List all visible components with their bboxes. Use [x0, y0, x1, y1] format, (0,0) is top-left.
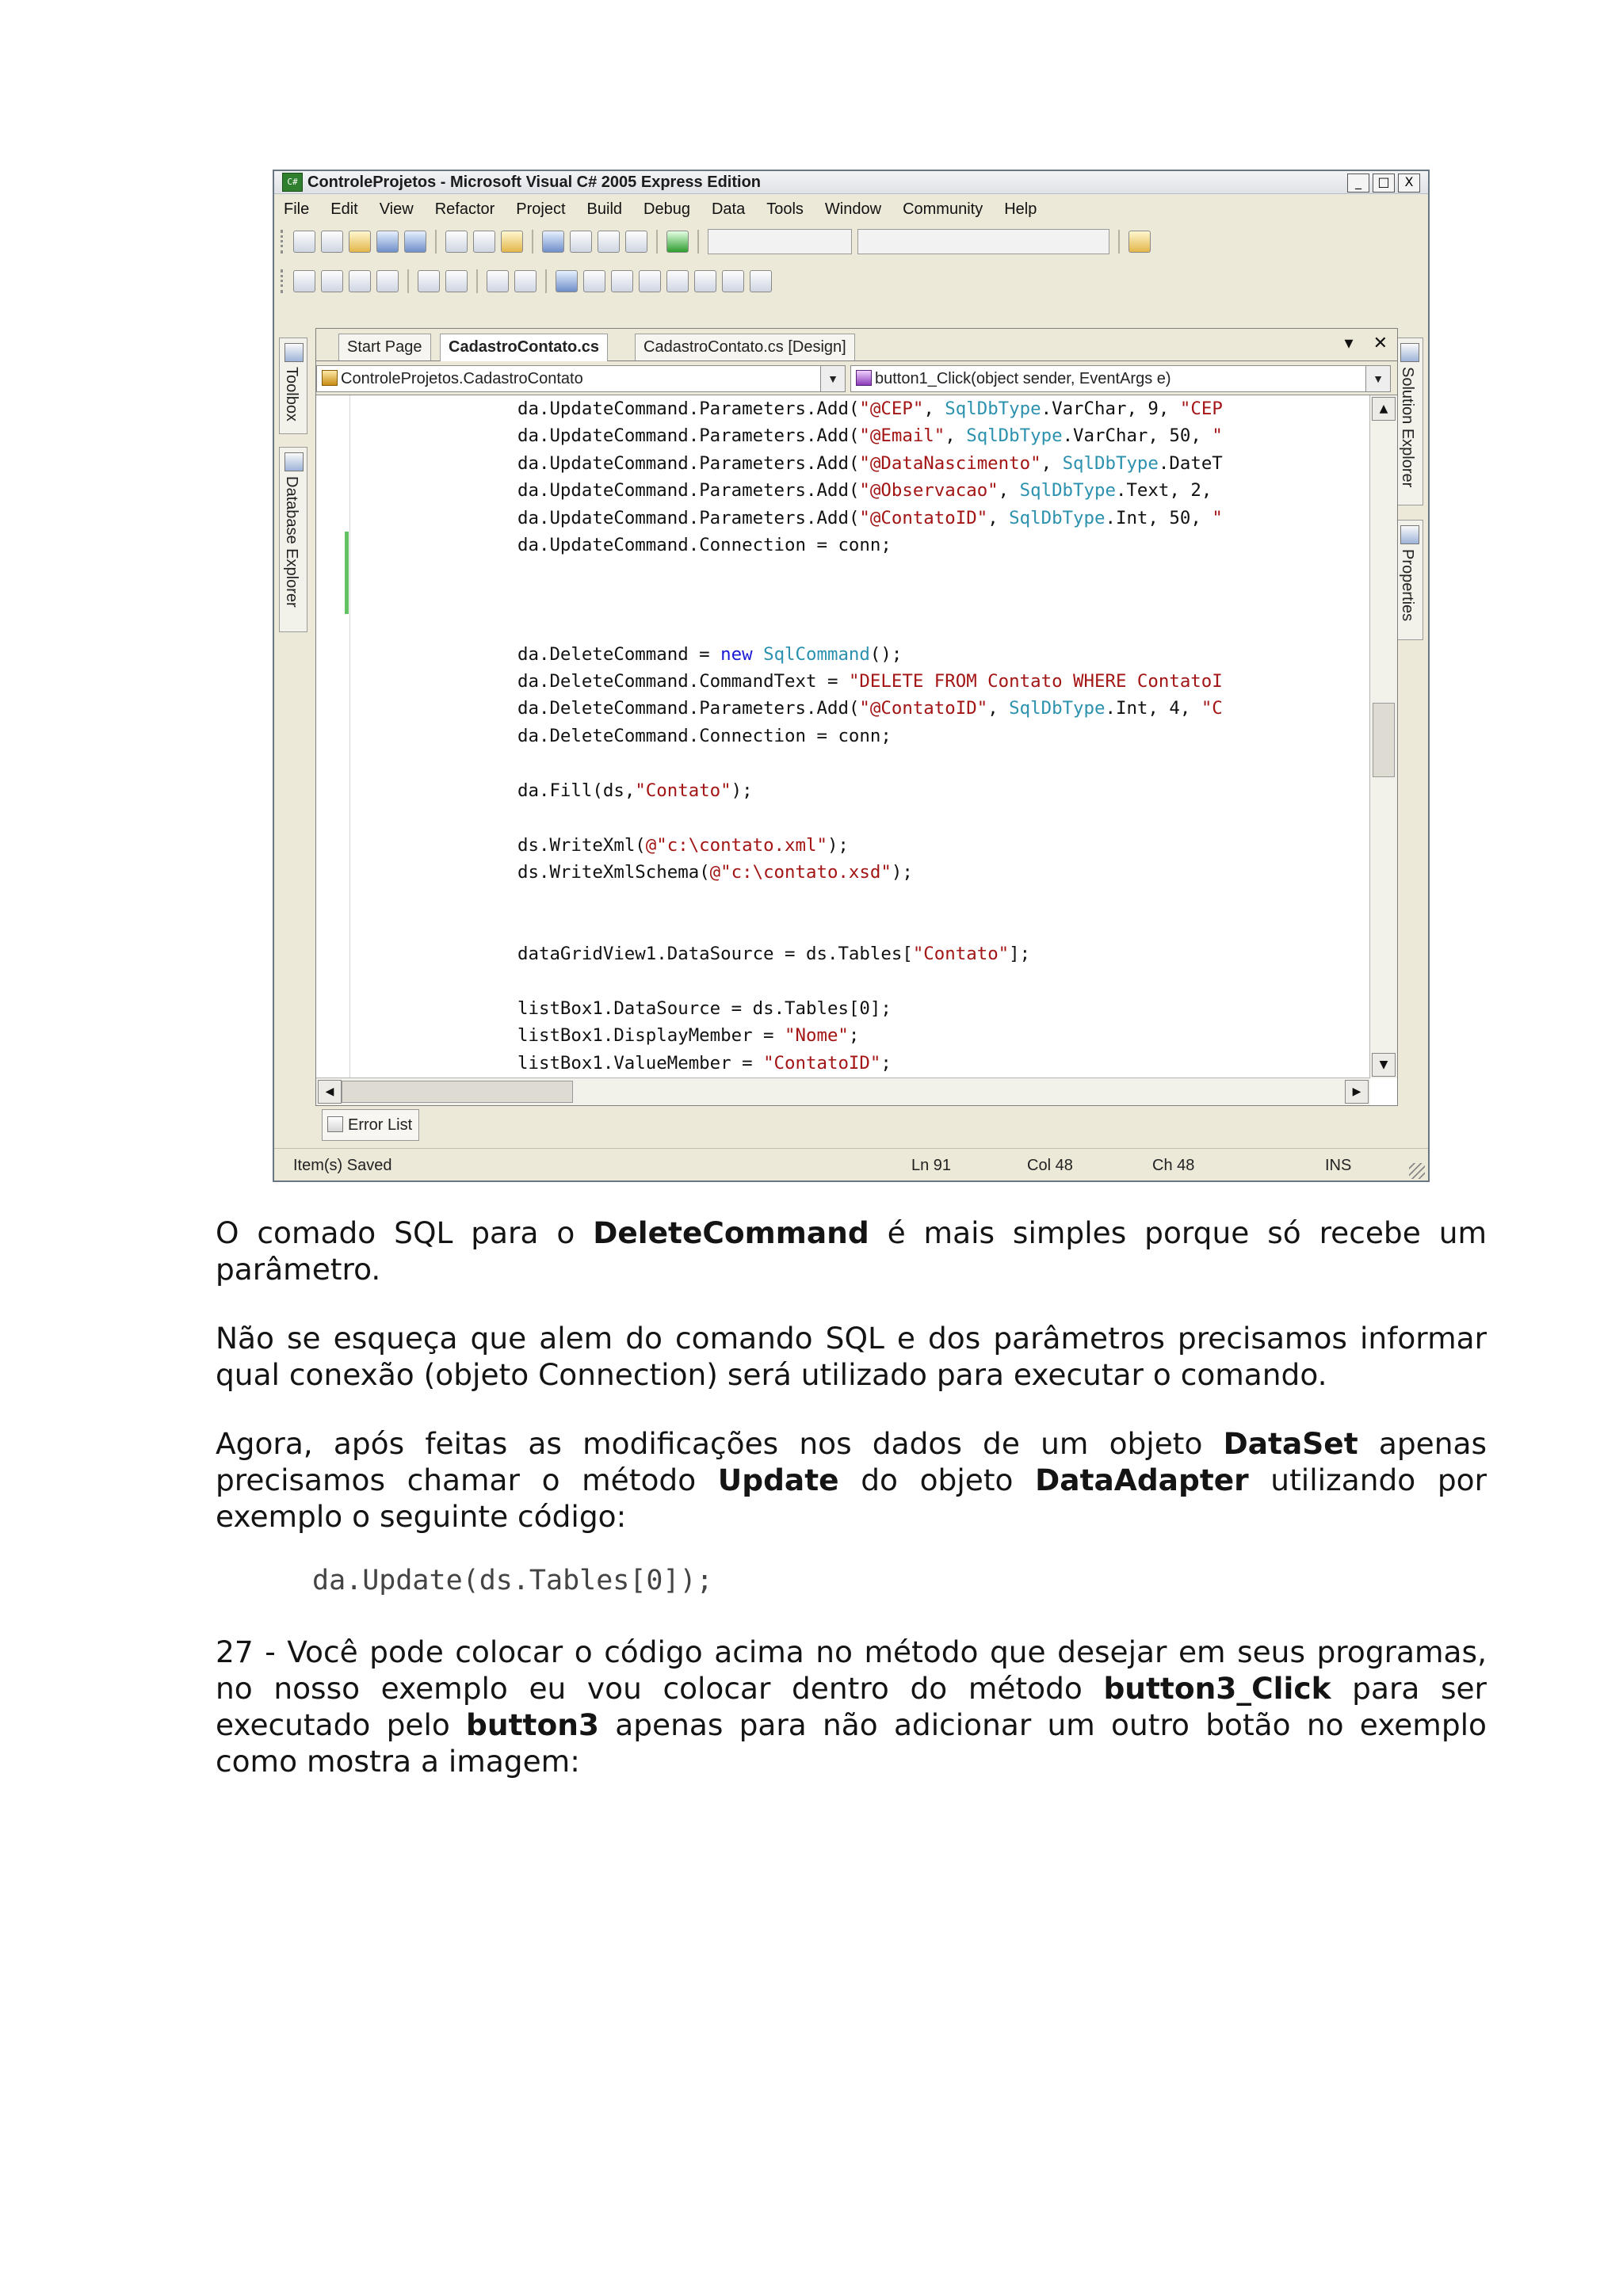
p3-run-6: utilizando por exemplo o seguinte código:	[216, 1463, 1487, 1534]
code-line: da.DeleteCommand = new SqlCommand();	[517, 643, 903, 665]
paste-icon[interactable]	[501, 231, 523, 253]
scroll-left-icon[interactable]: ◀	[318, 1080, 342, 1104]
status-line: Ln 91	[911, 1157, 952, 1174]
chevron-down-icon: ▼	[820, 366, 845, 391]
start-debugging-icon[interactable]	[666, 231, 689, 253]
toolbar-separator	[532, 230, 533, 254]
navigate-forward-icon[interactable]	[625, 231, 647, 253]
status-message: Item(s) Saved	[293, 1157, 392, 1174]
toolbar-separator	[435, 230, 437, 254]
display-object-member-list-icon[interactable]	[293, 270, 315, 292]
menu-data[interactable]: Data	[711, 200, 746, 218]
menu-window[interactable]: Window	[824, 200, 882, 218]
toggle-bookmark-icon[interactable]	[556, 270, 578, 292]
p2-run-0: Não se esqueça que alem do comando SQL e dos parâmetros precisamos informar qual conexão (objeto Connection) será utilizado para executar o comando.	[216, 1321, 1487, 1392]
properties-icon	[1400, 525, 1419, 544]
editor-margin	[316, 395, 350, 1078]
quick-info-icon[interactable]	[349, 270, 371, 292]
code-line: listBox1.DataSource = ds.Tables[0];	[517, 997, 892, 1019]
active-files-dropdown-icon[interactable]: ▾	[1344, 334, 1354, 353]
p4-run-2: para ser executado pelo	[216, 1671, 1487, 1742]
previous-bookmark-document-icon[interactable]	[694, 270, 716, 292]
method-icon	[856, 370, 872, 386]
tab-controls	[1331, 334, 1388, 353]
text-editor-toolbar	[281, 265, 1423, 298]
tab-cadastrocontato-cs[interactable]: CadastroContato.cs	[440, 334, 608, 361]
solution-explorer-tab-label: Solution Explorer	[1399, 367, 1416, 488]
code-line: da.UpdateCommand.Parameters.Add("@ContatoID", SqlDbType.Int, 50, "	[517, 507, 1223, 528]
paragraph-delete-command	[216, 1215, 1487, 1287]
tab-start-page[interactable]: Start Page	[338, 334, 431, 360]
error-list-icon	[327, 1116, 343, 1132]
database-explorer-tab[interactable]	[279, 447, 307, 632]
complete-word-icon[interactable]	[376, 270, 399, 292]
standard-toolbar	[281, 225, 1423, 258]
chevron-down-icon: ▼	[1365, 366, 1390, 391]
visual-csharp-icon: C#	[282, 173, 303, 192]
find-in-files-icon[interactable]	[1128, 231, 1151, 253]
close-button[interactable]: X	[1398, 174, 1420, 193]
document-tabs	[316, 329, 1397, 361]
p1-run-1: DeleteCommand	[593, 1215, 869, 1250]
class-dropdown[interactable]	[316, 365, 846, 392]
p1-run-2: é mais simples porque só recebe um parâmetro.	[216, 1215, 1487, 1287]
scroll-right-icon[interactable]: ▶	[1345, 1080, 1369, 1104]
add-item-icon[interactable]	[321, 231, 343, 253]
p4-run-4: apenas para não adicionar um outro botão no exemplo como mostra a imagem:	[216, 1707, 1487, 1779]
member-dropdown-value: button1_Click(object sender, EventArgs e)	[875, 370, 1171, 387]
p3-run-5: DataAdapter	[1035, 1463, 1249, 1497]
code-line: da.UpdateCommand.Connection = conn;	[517, 535, 892, 556]
code-line: listBox1.ValueMember = "ContatoID";	[517, 1052, 892, 1074]
solution-explorer-tab[interactable]	[1395, 338, 1423, 505]
scroll-up-icon[interactable]: ▲	[1372, 397, 1396, 421]
menu-bar	[274, 194, 1428, 224]
error-list-tab[interactable]	[322, 1109, 419, 1141]
horizontal-scrollbar[interactable]	[316, 1077, 1370, 1105]
cut-icon[interactable]	[445, 231, 468, 253]
resize-grip-icon[interactable]	[1409, 1163, 1425, 1179]
p3-run-2: apenas precisamos chamar o método	[216, 1426, 1487, 1497]
maximize-button[interactable]: □	[1373, 174, 1395, 193]
code-editor[interactable]	[316, 395, 1370, 1078]
save-icon[interactable]	[376, 231, 399, 253]
p4-run-1: button3_Click	[1103, 1671, 1331, 1706]
toolbar-grip[interactable]	[281, 269, 288, 293]
properties-tab[interactable]	[1395, 520, 1423, 640]
save-all-icon[interactable]	[404, 231, 426, 253]
properties-tab-label: Properties	[1399, 549, 1416, 622]
toolbar-separator	[545, 269, 547, 293]
code-line: da.UpdateCommand.Parameters.Add("@CEP", SqlDbType.VarChar, 9, "CEP	[517, 399, 1223, 419]
code-line: da.DeleteCommand.Parameters.Add("@ContatoID", SqlDbType.Int, 4, "C	[517, 698, 1223, 719]
toolbar-separator	[656, 230, 658, 254]
menu-project[interactable]: Project	[516, 200, 566, 218]
toolbar-separator	[1118, 230, 1120, 254]
clear-bookmarks-icon[interactable]	[750, 270, 772, 292]
code-line: da.UpdateCommand.Parameters.Add("@Observacao", SqlDbType.Text, 2,	[517, 480, 1223, 502]
configuration-dropdown[interactable]	[708, 229, 852, 254]
toolbox-tab-label: Toolbox	[283, 367, 300, 421]
decrease-indent-icon[interactable]	[418, 270, 440, 292]
toolbar-separator	[407, 269, 409, 293]
next-bookmark-folder-icon[interactable]	[666, 270, 689, 292]
left-side-tabs	[274, 330, 312, 1146]
document-window	[315, 328, 1398, 1106]
code-line: ds.WriteXmlSchema(@"c:\contato.xsd");	[517, 861, 913, 883]
window-title: ControleProjetos - Microsoft Visual C# 2005 Express Edition	[307, 173, 762, 191]
paragraph-step-27	[216, 1634, 1487, 1779]
menu-file[interactable]: File	[284, 200, 310, 218]
error-list-label: Error List	[348, 1116, 413, 1134]
toolbox-icon	[285, 343, 304, 362]
new-project-icon[interactable]	[293, 231, 315, 253]
uncomment-lines-icon[interactable]	[514, 270, 537, 292]
menu-refactor[interactable]: Refactor	[434, 200, 495, 218]
next-bookmark-icon[interactable]	[611, 270, 633, 292]
code-line: da.UpdateCommand.Parameters.Add("@DataNascimento", SqlDbType.DateT	[517, 452, 1223, 474]
navigation-bar	[316, 361, 1397, 395]
code-line: listBox1.DisplayMember = "Nome";	[517, 1025, 860, 1047]
paragraph-update-method	[216, 1425, 1487, 1535]
solution-explorer-icon	[1400, 343, 1419, 362]
toolbar-separator	[476, 269, 478, 293]
p4-run-3: button3	[466, 1707, 599, 1742]
undo-icon[interactable]	[542, 231, 564, 253]
platform-dropdown[interactable]	[857, 229, 1109, 254]
vertical-scroll-thumb[interactable]	[1373, 703, 1395, 777]
code-line: ds.WriteXml(@"c:\contato.xml");	[517, 834, 849, 856]
status-column: Col 48	[1027, 1157, 1073, 1174]
menu-debug[interactable]: Debug	[643, 200, 690, 218]
p3-run-3: Update	[717, 1463, 839, 1497]
paragraph-connection	[216, 1320, 1487, 1393]
open-file-icon[interactable]	[349, 231, 371, 253]
horizontal-scroll-thumb[interactable]	[342, 1081, 573, 1103]
ide-window-screenshot	[273, 170, 1430, 1182]
close-document-icon[interactable]: ✕	[1373, 334, 1388, 353]
menu-tools[interactable]: Tools	[766, 200, 804, 218]
p3-run-4: do objeto	[838, 1463, 1036, 1497]
menu-build[interactable]: Build	[586, 200, 623, 218]
p3-run-0: Agora, após feitas as modificações nos dados de um objeto	[216, 1426, 1224, 1461]
title-bar	[274, 171, 1428, 194]
code-line: dataGridView1.DataSource = ds.Tables["Contato"];	[517, 944, 1031, 965]
code-line: da.Fill(ds,"Contato");	[517, 780, 753, 801]
previous-bookmark-folder-icon[interactable]	[639, 270, 661, 292]
vertical-scrollbar[interactable]	[1369, 395, 1397, 1078]
scroll-down-icon[interactable]: ▼	[1372, 1053, 1396, 1077]
class-dropdown-value: ControleProjetos.CadastroContato	[341, 370, 583, 387]
status-bar	[274, 1148, 1428, 1180]
code-line: da.DeleteCommand.CommandText = "DELETE FROM Contato WHERE ContatoI	[517, 671, 1223, 692]
code-line: da.DeleteCommand.Connection = conn;	[517, 725, 892, 746]
toolbar-grip[interactable]	[281, 230, 288, 254]
copy-icon[interactable]	[473, 231, 495, 253]
status-insert-mode: INS	[1325, 1157, 1352, 1174]
previous-bookmark-icon[interactable]	[583, 270, 605, 292]
code-snippet: da.Update(ds.Tables[0]);	[312, 1565, 713, 1596]
next-bookmark-document-icon[interactable]	[722, 270, 744, 292]
code-line: da.UpdateCommand.Parameters.Add("@Email", SqlDbType.VarChar, 50, "	[517, 425, 1223, 447]
menu-community[interactable]: Community	[903, 200, 983, 218]
member-dropdown[interactable]	[850, 365, 1391, 392]
toolbar-separator	[697, 230, 699, 254]
redo-icon[interactable]	[570, 231, 592, 253]
increase-indent-icon[interactable]	[445, 270, 468, 292]
comment-lines-icon[interactable]	[487, 270, 509, 292]
tab-cadastrocontato-design[interactable]: CadastroContato.cs [Design]	[635, 334, 855, 360]
minimize-button[interactable]: _	[1347, 174, 1369, 193]
menu-help[interactable]: Help	[1004, 200, 1037, 218]
window-controls	[1347, 174, 1420, 193]
code-text[interactable]	[517, 395, 1223, 1077]
toolbox-tab[interactable]	[279, 338, 307, 434]
navigate-icon[interactable]	[598, 231, 620, 253]
database-explorer-tab-label: Database Explorer	[283, 476, 300, 608]
class-icon	[322, 370, 338, 386]
parameter-info-icon[interactable]	[321, 270, 343, 292]
menu-edit[interactable]: Edit	[330, 200, 358, 218]
status-char: Ch 48	[1152, 1157, 1195, 1174]
menu-view[interactable]: View	[379, 200, 414, 218]
p1-run-0: O comado SQL para o	[216, 1215, 594, 1250]
p3-run-1: DataSet	[1223, 1426, 1358, 1461]
database-explorer-icon	[285, 452, 304, 471]
p4-run-0: 27 - Você pode colocar o código acima no método que desejar em seus programas, no nosso exemplo eu vou colocar dentro do método	[216, 1634, 1487, 1706]
change-tracking-bar	[345, 532, 349, 614]
